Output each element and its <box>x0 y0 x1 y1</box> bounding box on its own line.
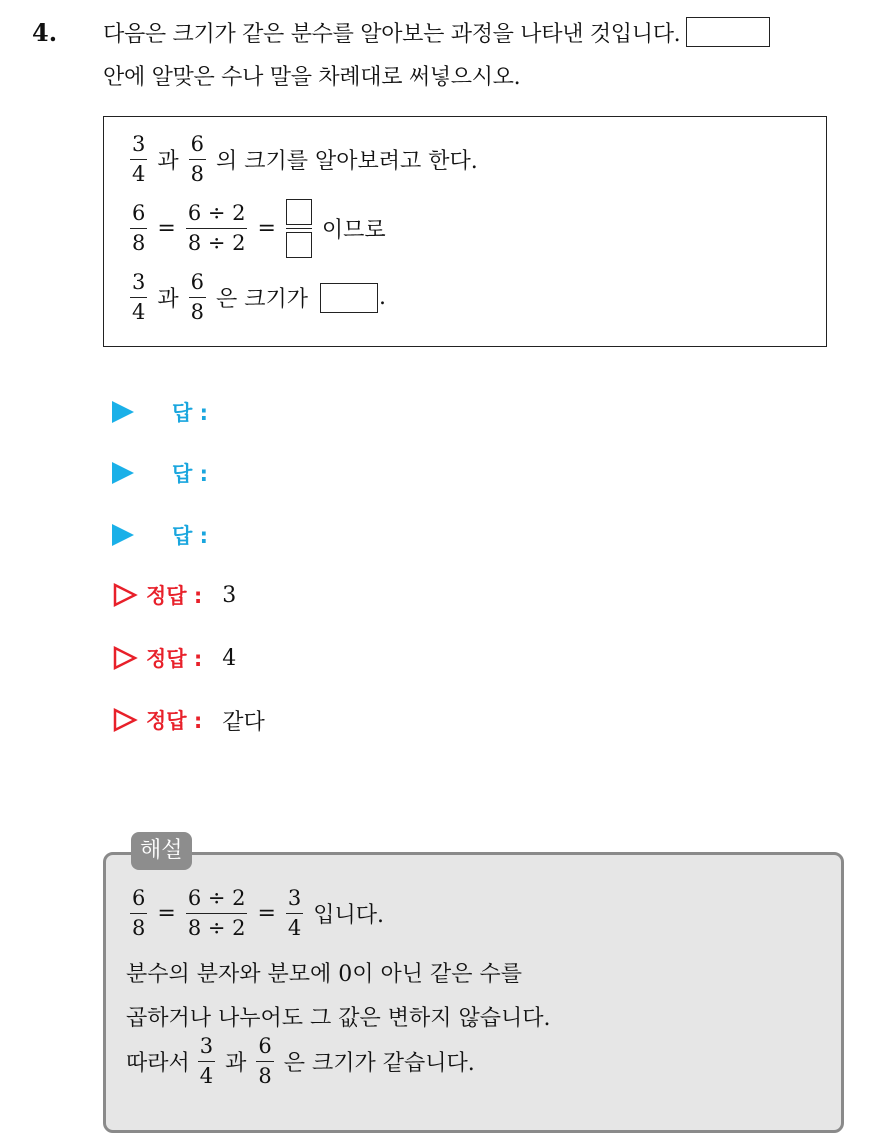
outline-arrow-icon <box>112 707 138 733</box>
connector-text: 과 <box>225 1051 247 1076</box>
answer-line-1[interactable] <box>112 397 208 427</box>
prefix-text: 따라서 <box>126 1051 190 1076</box>
answer-label: 답 : <box>172 401 208 425</box>
problem-row-3 <box>126 271 386 324</box>
problem-box <box>103 116 827 347</box>
problem-row-2 <box>126 199 392 258</box>
word-blank-box[interactable] <box>320 283 378 313</box>
correct-value: 3 <box>222 582 237 608</box>
row-text: 의 크기를 알아보려고 한다. <box>216 149 478 174</box>
fraction: $\frac{6}{8}$ <box>132 201 146 255</box>
fraction: $\frac{3}{4}$ <box>287 886 302 940</box>
correct-label: 정답 : <box>146 709 203 733</box>
equals-sign: = <box>257 901 276 926</box>
fraction: $\frac{3}{4}$ <box>199 1034 214 1088</box>
play-arrow-icon <box>112 524 134 546</box>
fraction: $\frac{3}{4}$ <box>132 270 146 324</box>
explanation-box <box>103 852 844 1133</box>
answer-label: 답 : <box>172 524 208 548</box>
equals-sign: = <box>157 216 176 241</box>
row-text: 입니다. <box>313 903 385 928</box>
connector-text: 과 <box>157 149 179 174</box>
outline-arrow-icon <box>112 645 138 671</box>
fraction: $\frac{6}{8}$ <box>190 132 205 186</box>
outline-arrow-icon <box>112 582 138 608</box>
answer-line-3[interactable] <box>112 520 208 550</box>
explanation-tag: 해설 <box>131 832 192 870</box>
period: . <box>379 285 387 310</box>
fraction: $\frac{3}{4}$ <box>132 132 146 186</box>
instruction-blank-box <box>686 17 770 47</box>
question-text-2: 안에 알맞은 수나 말을 차례대로 써넣으시오. <box>103 65 521 90</box>
denominator-blank-box[interactable] <box>286 232 312 258</box>
row-text: 이므로 <box>321 218 386 243</box>
blank-fraction[interactable] <box>286 199 312 258</box>
question-text-1: 다음은 크기가 같은 분수를 알아보는 과정을 나타낸 것입니다. <box>103 22 681 47</box>
fraction: $\frac{6 \div 2}{8 \div 2}$ <box>187 886 246 940</box>
correct-label: 정답 : <box>146 647 203 671</box>
question-line-1 <box>103 17 770 48</box>
correct-answer-1 <box>112 580 236 610</box>
explanation-line-1 <box>126 887 390 940</box>
numerator-blank-box[interactable] <box>286 199 312 225</box>
row-text: 은 크기가 <box>216 287 309 312</box>
answer-line-2[interactable] <box>112 458 208 488</box>
correct-value: 같다 <box>222 709 265 735</box>
row-text: 은 크기가 같습니다. <box>283 1051 475 1076</box>
question-number: 4. <box>32 18 58 47</box>
connector-text: 과 <box>157 287 179 312</box>
equals-sign: = <box>257 216 276 241</box>
correct-answer-3 <box>112 705 265 735</box>
correct-label: 정답 : <box>146 584 203 608</box>
equals-sign: = <box>157 901 176 926</box>
explanation-line-2: 분수의 분자와 분모에 0이 아닌 같은 수를 <box>126 962 522 987</box>
correct-value: 4 <box>222 645 237 671</box>
play-arrow-icon <box>112 462 134 484</box>
play-arrow-icon <box>112 401 134 423</box>
fraction: $\frac{6}{8}$ <box>132 886 146 940</box>
fraction: $\frac{6 \div 2}{8 \div 2}$ <box>187 201 246 255</box>
problem-row-1 <box>126 133 484 186</box>
explanation-line-4 <box>126 1035 481 1088</box>
answer-label: 답 : <box>172 462 208 486</box>
fraction: $\frac{6}{8}$ <box>258 1034 272 1088</box>
explanation-line-3: 곱하거나 나누어도 그 값은 변하지 않습니다. <box>126 1006 551 1031</box>
correct-answer-2 <box>112 643 236 673</box>
fraction: $\frac{6}{8}$ <box>190 270 205 324</box>
